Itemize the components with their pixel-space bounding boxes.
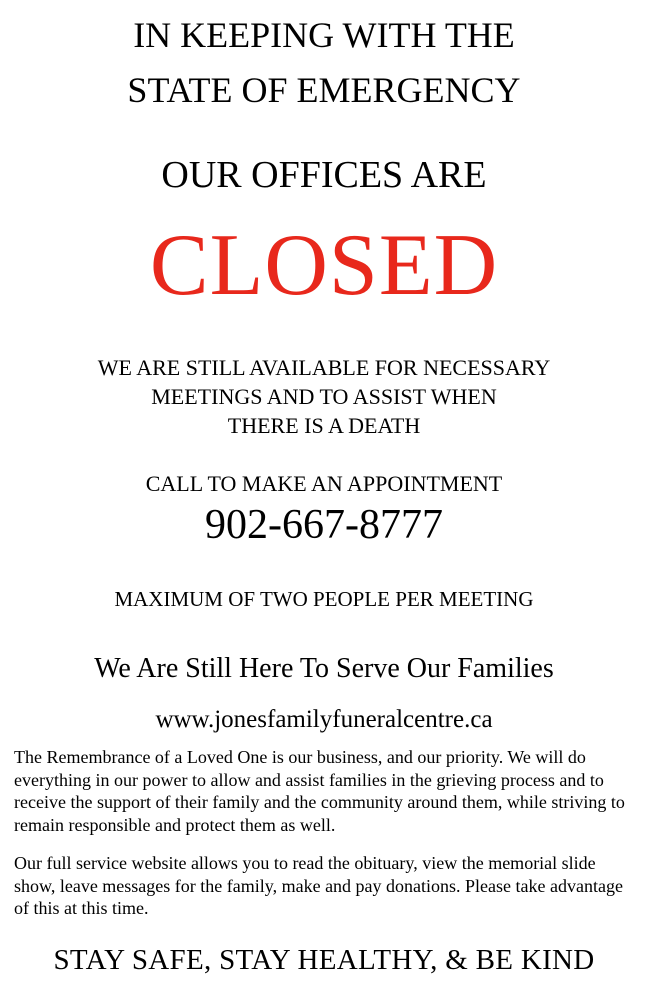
heading-line-1: IN KEEPING WITH THE [133,15,515,55]
availability-line-1: WE ARE STILL AVAILABLE FOR NECESSARY [97,355,551,380]
website-url: www.jonesfamilyfuneralcentre.ca [155,706,493,733]
phone-number: 902-667-8777 [205,502,443,548]
paragraph-remembrance: The Remembrance of a Loved One is our business, and our priority. We will do everything in our power to allow and assist families in the grieving process and to receive the support of their family and the community around them, while striving to remain responsible and protect them as well. [14,747,625,835]
closed-word: CLOSED [149,217,499,314]
paragraph-website-services: Our full service website allows you to read the obituary, view the memorial slide show, leave messages for the family, make and pay donations. Please take advantage of this at this time. [14,853,623,918]
call-line: CALL TO MAKE AN APPOINTMENT [145,471,503,496]
serve-line: We Are Still Here To Serve Our Families [94,653,554,684]
footer-slogan: STAY SAFE, STAY HEALTHY, & BE KIND [53,944,595,976]
maximum-line: MAXIMUM OF TWO PEOPLE PER MEETING [114,587,534,611]
availability-line-2: MEETINGS AND TO ASSIST WHEN [151,384,497,409]
heading-line-2: STATE OF EMERGENCY [127,70,521,110]
offices-line: OUR OFFICES ARE [161,154,487,196]
availability-line-3: THERE IS A DEATH [227,413,421,438]
